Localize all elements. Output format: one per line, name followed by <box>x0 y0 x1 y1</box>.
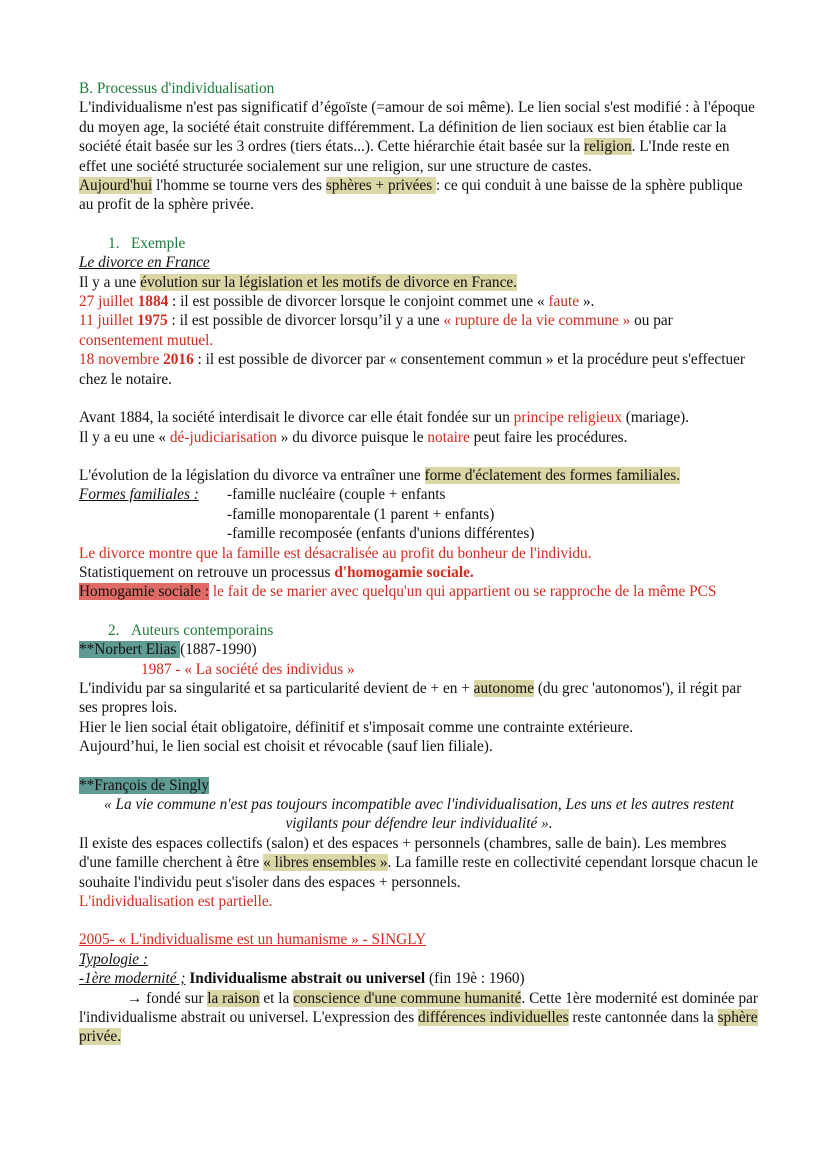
text: . L'Inde reste en effet une société structurée socialement sur une religion, sur une structure de castes. <box>79 138 730 175</box>
text: Il y a eu une « <box>79 428 170 446</box>
section-1-heading <box>79 234 759 253</box>
evolution-line <box>79 273 759 292</box>
section-2-heading <box>79 621 759 640</box>
avant-1884-line <box>79 408 759 427</box>
dejudiciarisation-line <box>79 428 759 447</box>
divorce-conclusion: Le divorce montre que la famille est désacralisée au profit du bonheur de l'individu. <box>79 544 592 562</box>
text: Statistiquement on retrouve un processus <box>79 563 335 581</box>
elias-dates: (1887-1990) <box>180 641 257 659</box>
text: (mariage). <box>621 409 690 427</box>
highlight-singly: **François de Singly <box>79 776 210 794</box>
text: ». <box>579 293 595 311</box>
homogamie-stat-line <box>79 563 759 582</box>
elias-book: 1987 - « La société des individus » <box>141 660 355 678</box>
singly-paragraph <box>79 834 759 892</box>
elias-paragraph-3: Aujourd’hui, le lien social est choisit et révocable (sauf lien filiale). <box>79 738 493 756</box>
year: 1884 <box>137 293 169 311</box>
homogamie-definition <box>79 582 759 601</box>
text: L'individu par sa singularité et sa particularité devient de + en + <box>79 679 474 697</box>
modernite-dates: (fin 19è : 1960) <box>425 970 525 988</box>
date: 27 juillet <box>79 293 138 311</box>
singly-conclusion: L'individualisation est partielle. <box>79 893 273 911</box>
formes-label: Formes familiales : <box>79 486 199 504</box>
document-page <box>79 79 759 1047</box>
date: 11 juillet <box>79 312 138 330</box>
text: ou par <box>630 312 673 330</box>
highlight-conscience: conscience d'une commune humanité <box>293 989 522 1007</box>
list-item: -famille recomposée (enfants d'unions différentes) <box>227 525 535 543</box>
singly-quote: « La vie commune n'est pas toujours incompatible avec l'individualisation, Les uns et les autres restent vigilants pour défendre leur individualité ». <box>104 796 734 833</box>
formes-label-cell <box>79 485 227 543</box>
red-term: faute <box>548 293 580 311</box>
highlight-elias: **Norbert Elias <box>79 641 181 659</box>
list-item: -famille monoparentale (1 parent + enfants) <box>227 505 495 523</box>
arrow-text: → fondé sur <box>127 989 208 1007</box>
highlight-raison: la raison <box>207 989 260 1007</box>
red-definition: le fait de se marier avec quelqu'un qui appartient ou se rapproche de la même PCS <box>209 583 717 601</box>
date-2016-line <box>79 350 759 389</box>
text: : il est possible de divorcer lorsqu’il y a une <box>167 312 444 330</box>
singly-heading <box>79 776 759 795</box>
text: Il y a une <box>79 273 141 291</box>
text: . Cette 1ère modernité est dominée par l'individualisme abstrait ou universel. L'expression des <box>79 989 759 1027</box>
year: 1975 <box>137 312 168 330</box>
elias-paragraph-2: Hier le lien social était obligatoire, définitif et s'imposait comme une contrainte extérieure. <box>79 718 634 736</box>
text: . La famille reste en collectivité cependant lorsque chacun le souhaite l'individu peut s'isoler dans des espaces + personnels. <box>79 854 758 891</box>
text: L'individualisme n'est pas significatif d’égoïste (=amour de soi même). Le lien social s'est modifié : à l'époque du moyen age, la société était construite différemment. La définition de lien sociaux est bien établie car la société était basée sur les 3 ordres (tiers états...). Cette hiérarchie était basée sur la <box>79 99 755 156</box>
text: » du divorce puisque le <box>276 428 428 446</box>
modernite-1-heading <box>79 969 759 988</box>
formes-items <box>227 485 534 543</box>
section-b-title: B. Processus d'individualisation <box>79 80 275 97</box>
text: : il est possible de divorcer lorsque le conjoint commet une « <box>168 293 549 311</box>
highlight-eclatement: forme d'éclatement des formes familiales. <box>424 466 681 484</box>
date-1884-line <box>79 292 759 311</box>
highlight-religion: religion <box>584 138 632 156</box>
text: L'évolution de la législation du divorce va entraîner une <box>79 466 425 484</box>
modernite-label: -1ère modernité ; <box>79 970 186 988</box>
elias-heading <box>79 640 759 659</box>
highlight-spheres-privees: sphères + privées <box>325 177 436 195</box>
red-term: principe religieux <box>513 409 622 427</box>
evolution-legislation-line <box>79 466 759 485</box>
typologie-label: Typologie : <box>79 950 148 968</box>
list-item: -famille nucléaire (couple + enfants <box>227 486 446 504</box>
elias-paragraph-1 <box>79 679 759 718</box>
highlight-libres-ensembles: « libres ensembles » <box>263 854 388 872</box>
section-number: 2. <box>108 621 120 639</box>
text: et la <box>259 989 294 1007</box>
singly-book-2005: 2005- « L'individualisme est un humanisme » - SINGLY <box>79 931 427 949</box>
red-term: notaire <box>427 428 470 446</box>
highlight-autonome: autonome <box>473 679 534 697</box>
section-title: Auteurs contemporains <box>130 621 274 639</box>
section-title: Exemple <box>130 234 186 252</box>
highlight-aujourdhui: Aujourd'hui <box>79 177 153 195</box>
red-term: d'homogamie sociale. <box>334 563 474 581</box>
text: : il est possible de divorcer par « consentement commun » et la procédure peut s'effectuer chez le notaire. <box>79 351 745 388</box>
text: Il existe des espaces collectifs (salon) et des espaces + personnels (chambres, salle de bain). Les membres d'une famille cherchent à être <box>79 834 727 872</box>
date-1975-line <box>79 311 759 350</box>
text: l'homme se tourne vers des <box>152 177 326 195</box>
section-number: 1. <box>108 234 120 252</box>
text: reste cantonnée dans la <box>568 1009 718 1027</box>
year: 2016 <box>163 351 194 369</box>
text: : ce qui conduit à une baisse de la sphère publique au profit de la sphère privée. <box>79 177 743 214</box>
date: 18 novembre <box>79 351 164 369</box>
formes-familiales-list <box>79 485 759 543</box>
modernite-title: Individualisme abstrait ou universel <box>189 970 426 988</box>
modernite-1-paragraph <box>79 989 759 1047</box>
red-term: « rupture de la vie commune » <box>443 312 631 330</box>
text: peut faire les procédures. <box>469 428 628 446</box>
red-term: consentement mutuel. <box>79 331 214 349</box>
text: (du grec 'autonomos'), il régit par ses propres lois. <box>79 679 742 717</box>
highlight-homogamie: Homogamie sociale : <box>79 583 209 601</box>
red-term: dé-judiciarisation <box>169 428 277 446</box>
divorce-subtitle: Le divorce en France <box>79 254 210 272</box>
text: Avant 1884, la société interdisait le divorce car elle était fondée sur un <box>79 409 514 427</box>
highlight-sphere-privee: sphère privée. <box>79 1009 758 1046</box>
highlight-differences: différences individuelles <box>418 1009 569 1027</box>
section-b-paragraph-1 <box>79 98 759 176</box>
section-b-paragraph-2 <box>79 176 759 215</box>
highlight-evolution: évolution sur la législation et les motifs de divorce en France. <box>140 273 517 291</box>
